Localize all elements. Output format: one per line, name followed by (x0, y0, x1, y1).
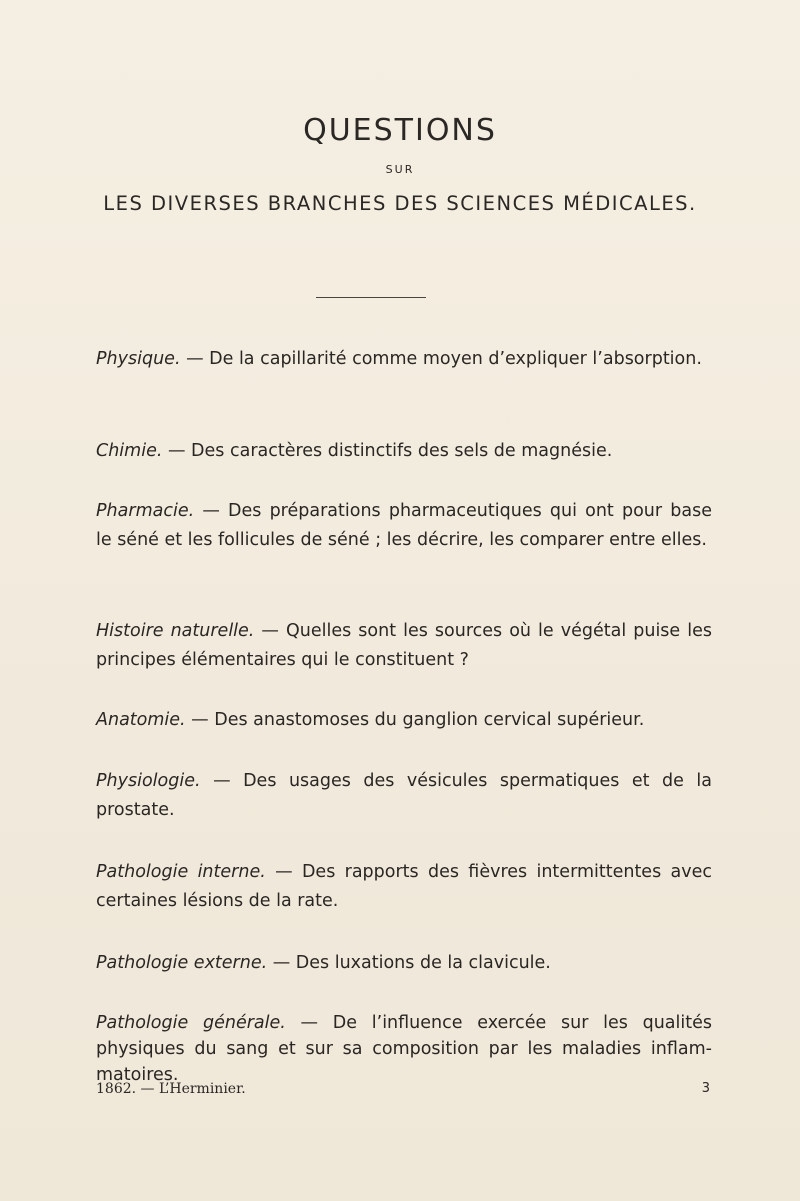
question-topic: Pathologie externe. (96, 953, 268, 973)
question-text: — Des usages des vésicules spermatiques et de la prostate. (96, 771, 712, 820)
title-divider (316, 297, 426, 298)
title-connector: SUR (385, 163, 415, 176)
question-anatomie (96, 706, 712, 735)
question-text: — De l’influence exercée sur les qualités physiques du sang et sur sa composition par les maladies inflammatoires. (96, 1013, 712, 1085)
question-pharmacie (96, 497, 712, 555)
question-text: — Des rapports des fièvres intermittentes avec certaines lésions de la rate. (96, 862, 712, 911)
question-histoire-naturelle (96, 617, 712, 675)
page-title: QUESTIONS (303, 113, 497, 148)
question-text: — Des luxations de la clavicule. (267, 953, 551, 973)
question-pathologie-interne (96, 858, 712, 916)
question-topic: Pathologie générale. (96, 1013, 286, 1033)
question-text: — De la capillarité comme moyen d’expliquer l’absorption. (180, 349, 702, 369)
question-pathologie-externe (96, 949, 712, 978)
question-text: — Des caractères distinctifs des sels de magnésie. (162, 441, 613, 461)
question-topic: Pathologie interne. (96, 862, 266, 882)
question-chimie (96, 437, 712, 466)
page-footer (96, 1081, 712, 1097)
page-number: 3 (701, 1081, 710, 1096)
question-physiologie (96, 767, 712, 825)
question-topic: Physique. (96, 349, 181, 369)
question-text: — Des anastomoses du ganglion cervical supérieur. (185, 710, 645, 730)
question-text: — Quelles sont les sources où le végétal puise les principes élémentaires qui le constituent ? (96, 621, 712, 670)
question-physique (96, 345, 712, 374)
printer-imprint: 1862. — L’Herminier. (96, 1081, 246, 1097)
question-topic: Anatomie. (96, 710, 186, 730)
question-pathologie-generale (96, 1010, 712, 1088)
page-subtitle: LES DIVERSES BRANCHES DES SCIENCES MÉDICALES. (103, 192, 697, 215)
question-text: — Des préparations pharmaceutiques qui ont pour base le séné et les follicules de séné ; les décrire, les comparer entre elles. (96, 501, 712, 550)
question-topic: Histoire naturelle. (96, 621, 255, 641)
question-topic: Physiologie. (96, 771, 201, 791)
question-topic: Pharmacie. (96, 501, 195, 521)
question-topic: Chimie. (96, 441, 163, 461)
